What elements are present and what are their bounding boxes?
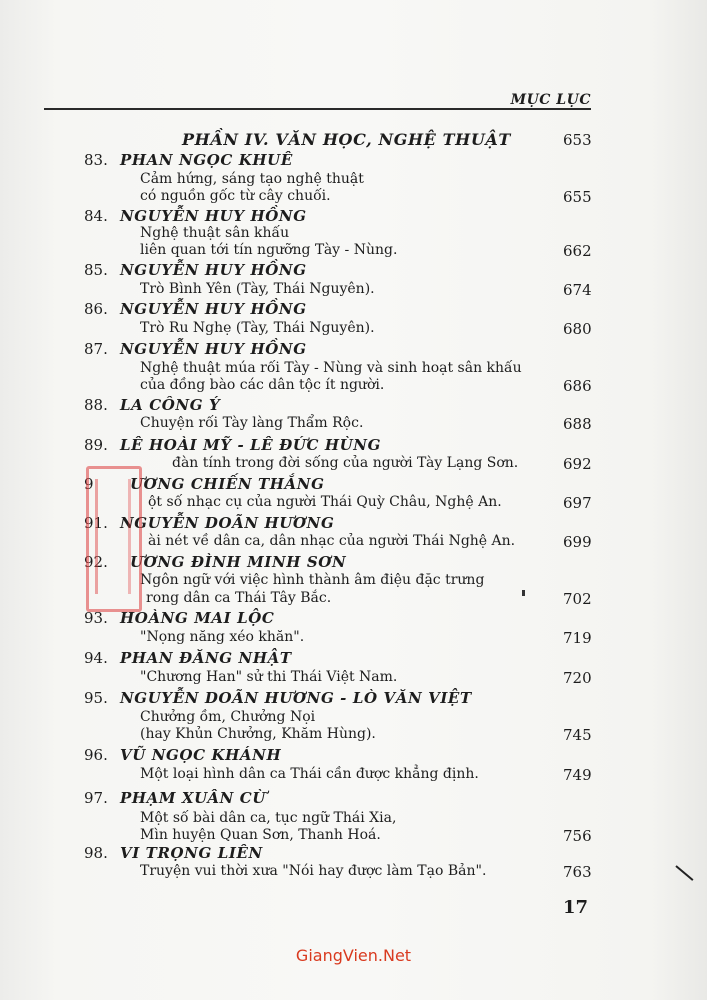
entry-page: 686 [563,377,592,395]
entry-title-line: "Nọng năng xéo khăn". [140,629,305,645]
page-number: 17 [563,897,589,918]
entry-page: 756 [563,827,592,845]
entry-title-line: ài nét về dân ca, dân nhạc của người Thái Nghệ An. [148,533,516,549]
entry-author: VŨ NGỌC KHÁNH [120,746,282,764]
entry-title-line: Một số bài dân ca, tục ngữ Thái Xia, [140,810,397,826]
entry-number: 94. [84,649,108,667]
entry-author: NGUYỄN HUY HỒNG [120,207,307,225]
entry-title-line: Ngôn ngữ với việc hình thành âm điệu đặc trưng [140,572,485,588]
entry-page: 688 [563,415,592,433]
entry-title-line: liên quan tới tín ngưỡng Tày - Nùng. [140,242,398,258]
entry-page: 745 [563,726,592,744]
entry-title-line: Truyện vui thời xưa "Nói hay được làm Tạo Bản". [140,863,487,879]
entry-number: 93. [84,609,108,627]
entry-number: 98. [84,844,108,862]
entry-author: NGUYỄN HUY HỒNG [120,261,307,279]
entry-number: 88. [84,396,108,414]
entry-title-line: Trò Bình Yên (Tày, Thái Nguyên). [140,281,375,297]
pen-mark [675,865,693,881]
entry-title-line: (hay Khủn Chưởng, Khăm Hùng). [140,726,376,742]
entry-page: 763 [563,863,592,881]
entry-page: 697 [563,494,592,512]
entry-page: 680 [563,320,592,338]
entry-author: ƯƠNG ĐÌNH MINH SƠN [130,553,347,571]
ink-mark [522,590,525,596]
entry-title-line: của đồng bào các dân tộc ít người. [140,377,385,393]
entry-page: 699 [563,533,592,551]
entry-author: NGUYỄN HUY HỒNG [120,300,307,318]
entry-page: 719 [563,629,592,647]
part-title: PHẦN IV. VĂN HỌC, NGHỆ THUẬT [182,130,511,149]
entry-page: 662 [563,242,592,260]
entry-title-line: Trò Ru Nghẹ (Tày, Thái Nguyên). [140,320,375,336]
entry-number: 86. [84,300,108,318]
library-stamp [86,466,142,612]
entry-page: 720 [563,669,592,687]
entry-number: 85. [84,261,108,279]
entry-page: 674 [563,281,592,299]
running-header: MỤC LỤC [510,92,591,108]
entry-number: 83. [84,151,108,169]
entry-number: 87. [84,340,108,358]
entry-author: VI TRỌNG LIÊN [120,844,263,862]
entry-title-line: Chưởng ồm, Chưởng Nọi [140,709,316,725]
entry-author: PHAN ĐĂNG NHẬT [120,649,292,667]
entry-author: LA CÔNG Ý [120,396,221,414]
entry-author: LÊ HOÀI MỸ - LÊ ĐỨC HÙNG [120,436,382,454]
entry-title-line: đàn tính trong đời sống của người Tày Lạng Sơn. [172,455,519,471]
watermark-site: GiangVien.Net [295,946,412,965]
entry-number: 95. [84,689,108,707]
entry-author: NGUYỄN DOÃN HƯƠNG [120,514,335,532]
header-rule [44,108,591,110]
entry-title-line: rong dân ca Thái Tây Bắc. [146,590,332,606]
entry-page: 655 [563,188,592,206]
entry-page: 702 [563,590,592,608]
stamp-inner-border [95,479,131,594]
entry-title-line: Nghệ thuật sân khấu [140,225,290,241]
entry-number: 96. [84,746,108,764]
entry-author: HOÀNG MAI LỘC [120,609,275,627]
entry-number: 9 [84,475,94,493]
entry-number: 84. [84,207,108,225]
entry-author: PHẠM XUÂN CỪ [120,789,266,807]
entry-author: NGUYỄN DOÃN HƯƠNG - LÒ VĂN VIỆT [120,689,472,707]
entry-number: 91. [84,514,108,532]
entry-author: NGUYỄN HUY HỒNG [120,340,307,358]
entry-title-line: Mìn huyện Quan Sơn, Thanh Hoá. [140,827,381,843]
entry-author: ƯƠNG CHIẾN THẮNG [130,475,325,493]
part-page-number: 653 [563,131,592,149]
entry-page: 692 [563,455,592,473]
entry-number: 89. [84,436,108,454]
entry-page: 749 [563,766,592,784]
entry-title-line: Một loại hình dân ca Thái cần được khẳng định. [140,766,479,782]
entry-title-line: ột số nhạc cụ của người Thái Quỳ Châu, Nghệ An. [148,494,502,510]
entry-title-line: có nguồn gốc từ cây chuối. [140,188,331,204]
entry-number: 92. [84,553,108,571]
entry-author: PHAN NGỌC KHUÊ [120,151,293,169]
entry-title-line: "Chương Han" sử thi Thái Việt Nam. [140,669,398,685]
entry-title-line: Cảm hứng, sáng tạo nghệ thuật [140,171,364,187]
entry-title-line: Nghệ thuật múa rối Tày - Nùng và sinh hoạt sân khấu [140,360,522,376]
entry-title-line: Chuyện rối Tày làng Thẩm Rộc. [140,415,364,431]
entry-number: 97. [84,789,108,807]
